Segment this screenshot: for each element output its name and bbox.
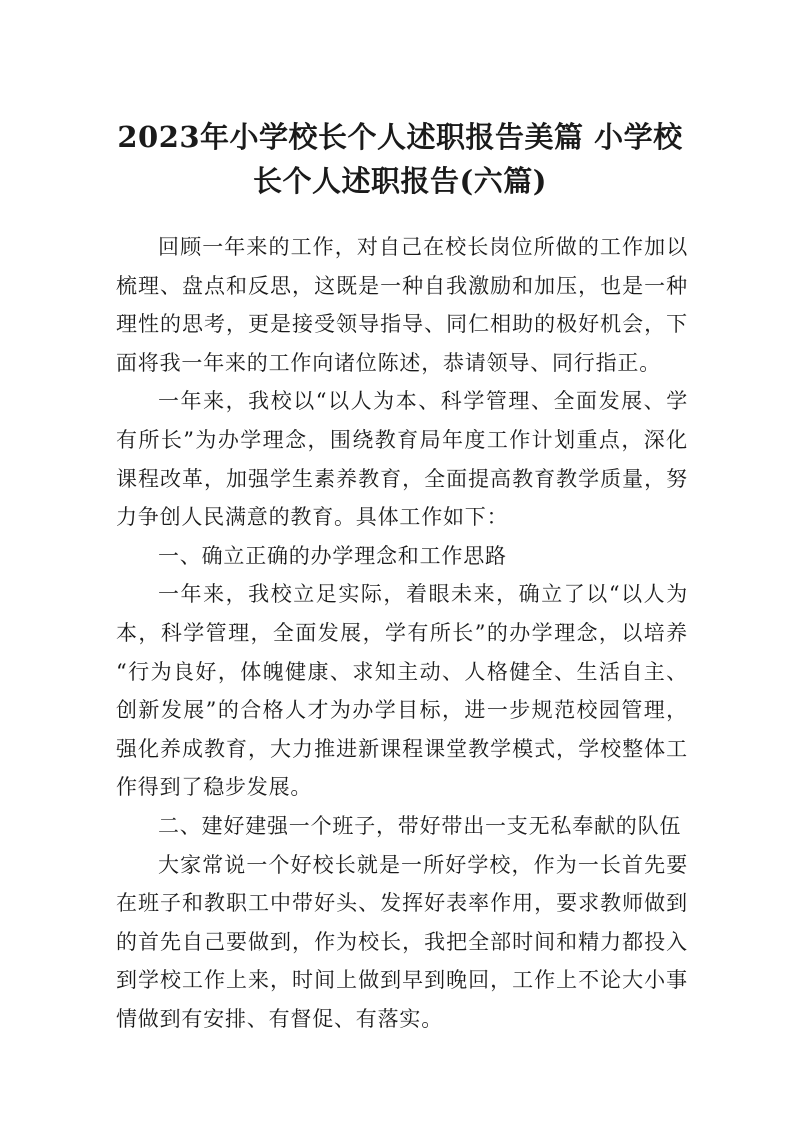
- paragraph-overview: [116, 382, 688, 536]
- paragraph-intro: [116, 228, 688, 382]
- paragraph-leadership: [116, 846, 688, 1039]
- text-line: 一年来，我校立足实际，着眼未来，确立了以“以人为: [158, 582, 688, 607]
- text-line: 创新发展”的合格人才为办学目标，进一步规范校园管理，: [116, 698, 688, 723]
- document-body: [116, 228, 688, 1038]
- section-heading-2: [116, 807, 688, 846]
- text-line: 力争创人民满意的教育。具体工作如下：: [116, 505, 509, 530]
- text-line: 强化养成教育，大力推进新课程课堂教学模式，学校整体工: [116, 736, 688, 761]
- title-line-2: 长个人述职报告(六篇): [253, 164, 547, 199]
- text-line: 大家常说一个好校长就是一所好学校，作为一长首先要: [158, 852, 688, 877]
- title-line-1: 2023年小学校长个人述职报告美篇 小学校: [117, 120, 683, 155]
- text-line: “行为良好，体魄健康、求知主动、人格健全、生活自主、: [116, 659, 688, 684]
- text-line: 有所长”为办学理念，围绕教育局年度工作计划重点，深化: [116, 427, 688, 452]
- section-heading-1: [116, 537, 688, 576]
- text-line: 二、建好建强一个班子，带好带出一支无私奉献的队伍: [158, 813, 682, 838]
- text-line: 到学校工作上来，时间上做到早到晚回，工作上不论大小事: [116, 968, 688, 993]
- text-line: 在班子和教职工中带好头、发挥好表率作用，要求教师做到: [116, 891, 688, 916]
- text-line: 课程改革，加强学生素养教育，全面提高教育教学质量，努: [116, 466, 688, 491]
- text-line: 理性的思考，更是接受领导指导、同仁相助的极好机会，下: [116, 312, 688, 337]
- text-line: 一、确立正确的办学理念和工作思路: [158, 543, 507, 568]
- text-line: 的首先自己要做到，作为校长，我把全部时间和精力都投入: [116, 929, 688, 954]
- text-line: 回顾一年来的工作，对自己在校长岗位所做的工作加以: [158, 235, 688, 259]
- paragraph-philosophy: [116, 575, 688, 807]
- document-title: [100, 115, 700, 203]
- text-line: 梳理、盘点和反思，这既是一种自我激励和加压，也是一种: [116, 273, 688, 298]
- text-line: 面将我一年来的工作向诸位陈述，恭请领导、同行指正。: [116, 350, 661, 375]
- text-line: 作得到了稳步发展。: [116, 775, 313, 800]
- text-line: 情做到有安排、有督促、有落实。: [116, 1006, 443, 1031]
- text-line: 本，科学管理，全面发展，学有所长”的办学理念，以培养: [116, 620, 688, 645]
- text-line: 一年来，我校以“以人为本、科学管理、全面发展、学: [158, 389, 688, 414]
